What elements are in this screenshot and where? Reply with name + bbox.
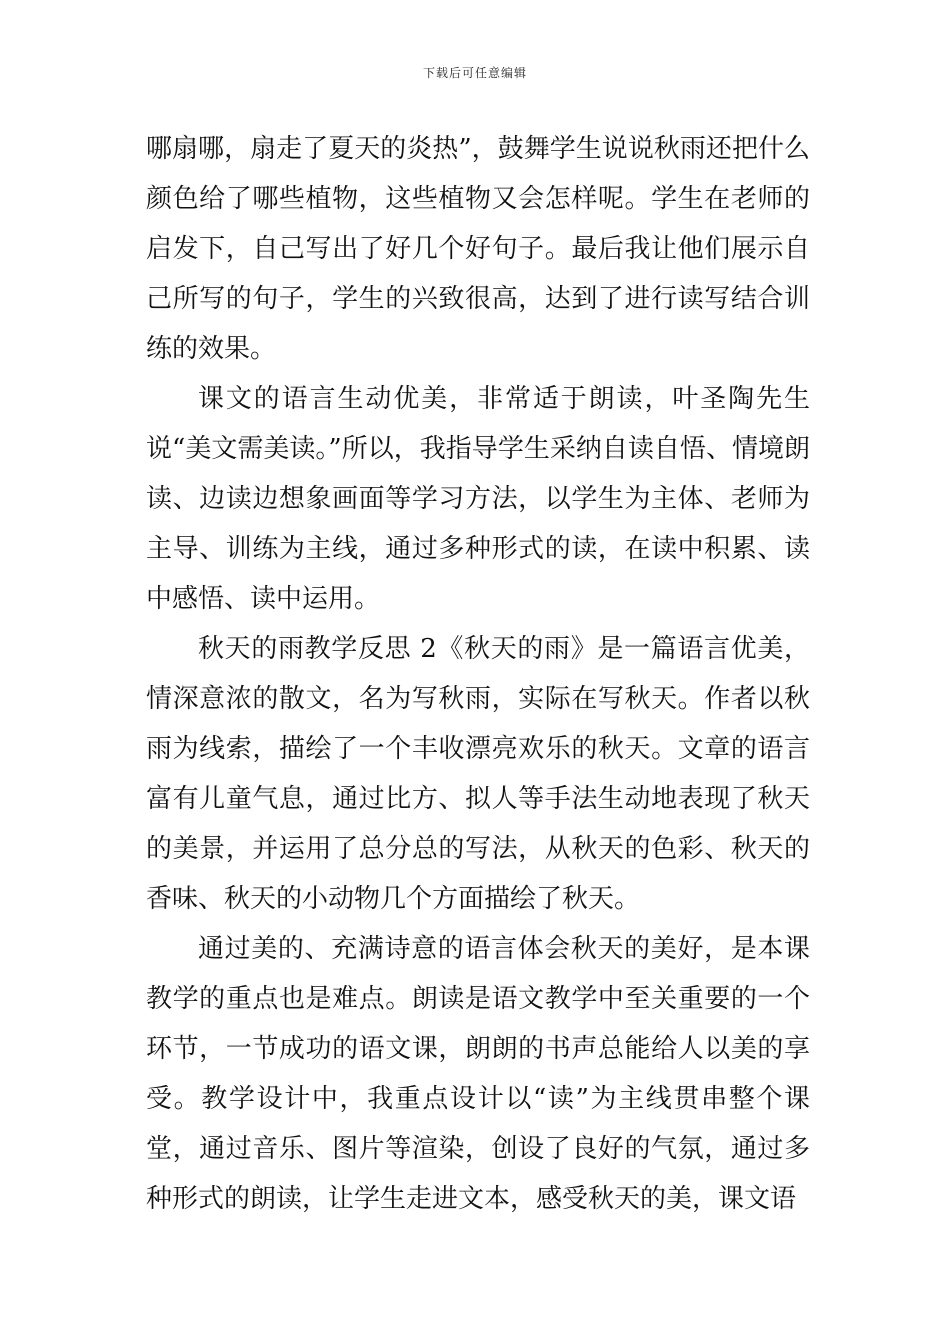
paragraph: 通过美的、充满诗意的语言体会秋天的美好，是本课教学的重点也是难点。朗读是语文教学中至关重要的一个环节，一节成功的语文课，朗朗的书声总能给人以美的享受。教学设计中，我重点设计以“读”为主线贯串整个课堂，通过音乐、图片等渲染，创设了良好的气氛，通过多种形式的朗读，让学生走进文本，感受秋天的美，课文语 — [146, 934, 810, 1214]
paragraph-continuation: 哪扇哪，扇走了夏天的炎热”，鼓舞学生说说秋雨还把什么颜色给了哪些植物，这些植物又会怎样呢。学生在老师的启发下，自己写出了好几个好句子。最后我让他们展示自己所写的句子，学生的兴致很高，达到了进行读写结合训练的效果。 — [146, 134, 810, 364]
document-body — [146, 124, 810, 1224]
paragraph: 课文的语言生动优美，非常适于朗读，叶圣陶先生说“美文需美读。”所以，我指导学生采纳自读自悟、情境朗读、边读边想象画面等学习方法，以学生为主体、老师为主导、训练为主线，通过多种形式的读，在读中积累、读中感悟、读中运用。 — [146, 384, 810, 614]
page-header: 下载后可任意编辑 — [422, 66, 527, 80]
paragraph: 秋天的雨教学反思 2《秋天的雨》是一篇语言优美，情深意浓的散文，名为写秋雨，实际在写秋天。作者以秋雨为线索，描绘了一个丰收漂亮欢乐的秋天。文章的语言富有儿童气息，通过比方、拟人等手法生动地表现了秋天的美景，并运用了总分总的写法，从秋天的色彩、秋天的香味、秋天的小动物几个方面描绘了秋天。 — [146, 634, 810, 914]
